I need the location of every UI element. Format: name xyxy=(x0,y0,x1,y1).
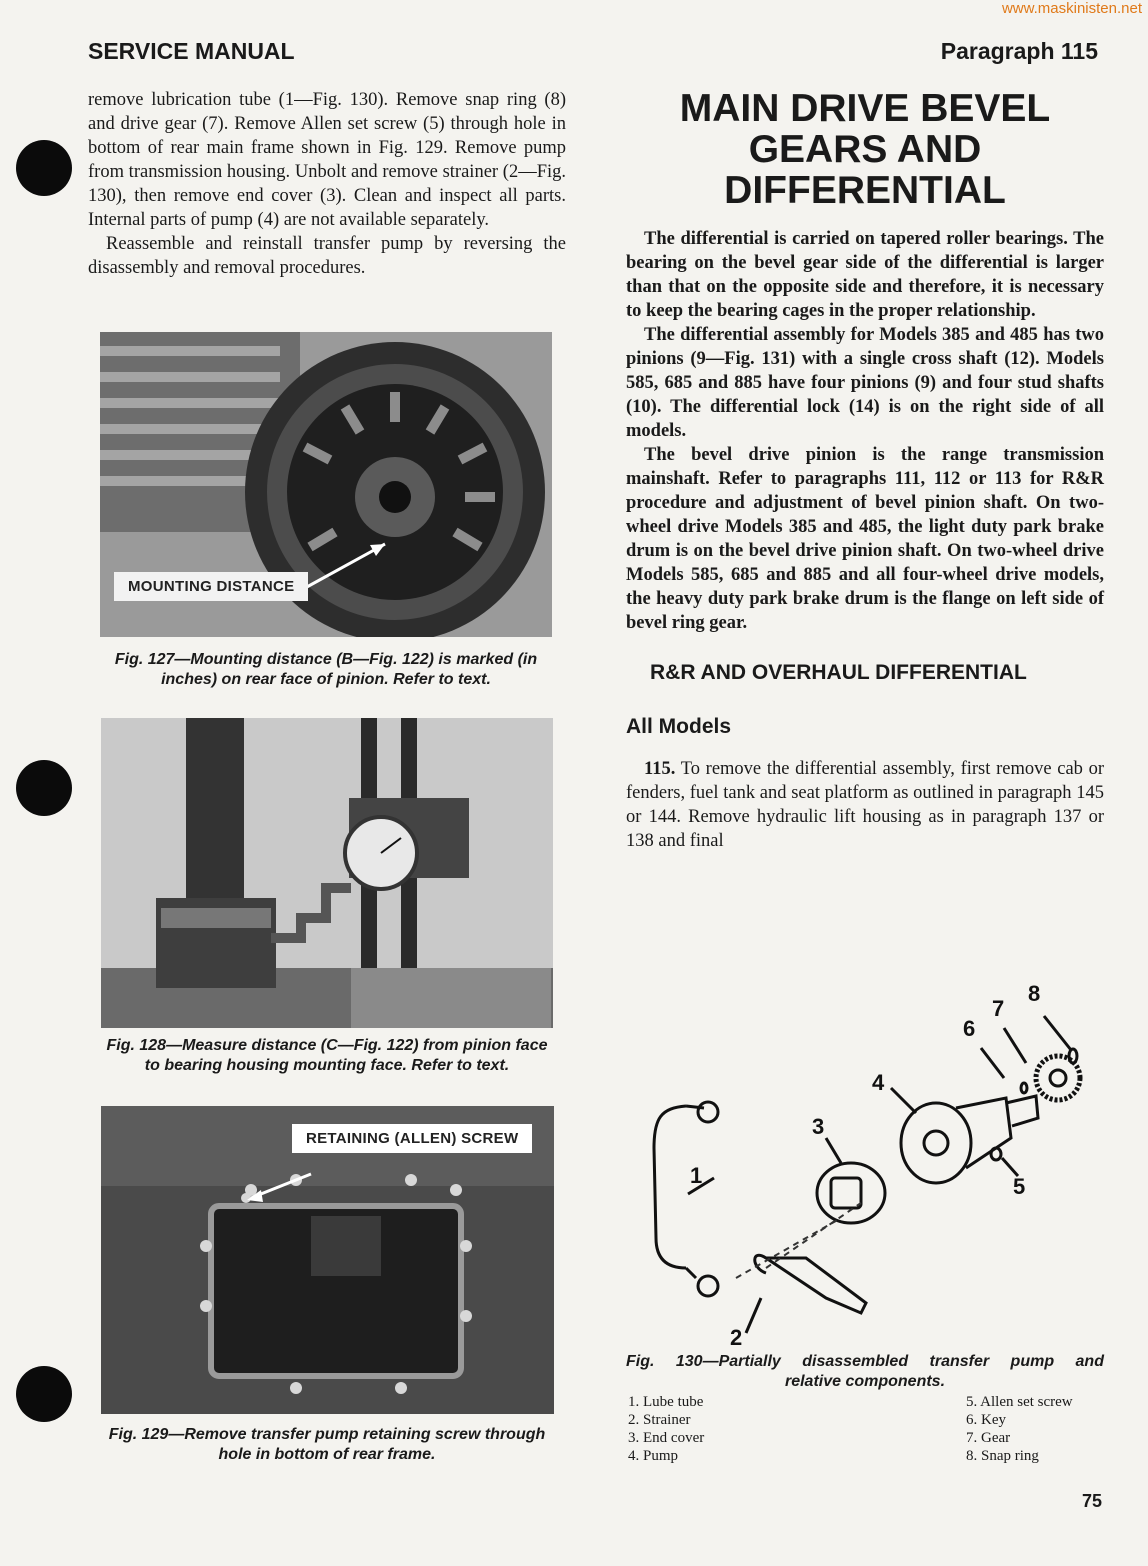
legend-item: 1. Lube tube xyxy=(628,1394,704,1410)
caption-line: Fig. 127—Mounting distance (B—Fig. 122) is marked (in xyxy=(114,651,538,668)
paragraph-text: To remove the differential assembly, first remove cab or fenders, fuel tank and seat platform as outlined in paragraph 145 or 144. Remove hydraulic lift housing as in paragraph 137 or 138 and final xyxy=(626,759,1104,851)
callout-8: 8 xyxy=(1028,981,1041,1006)
punch-hole xyxy=(16,760,72,816)
paragraph: Reassemble and reinstall transfer pump by reversing the disassembly and removal procedures. xyxy=(88,234,566,278)
callout-7: 7 xyxy=(992,996,1005,1021)
section-heading: R&R AND OVERHAUL DIFFERENTIAL xyxy=(650,661,1027,684)
running-header-left: SERVICE MANUAL xyxy=(88,38,295,64)
caption-line: Fig. 128—Measure distance (C—Fig. 122) from pinion face xyxy=(106,1037,548,1054)
callout-5: 5 xyxy=(1013,1174,1026,1199)
caption-line xyxy=(626,1352,1104,1372)
title-line: MAIN DRIVE BEVEL xyxy=(679,87,1051,130)
caption-word: disassembled xyxy=(802,1353,909,1370)
chapter-title xyxy=(626,88,1104,211)
legend-item: 4. Pump xyxy=(628,1448,679,1464)
caption-line: Fig. 129—Remove transfer pump retaining screw through xyxy=(108,1426,546,1443)
paragraph: The differential assembly for Models 385 and 485 has two pinions (9—Fig. 131) with a single cross shaft (12). Models 585, 685 and 885 have four pinions (9) and four stud shafts (10). The differential lock (14) is on the right side of all models. xyxy=(626,325,1104,441)
caption-word: transfer xyxy=(929,1353,990,1370)
caption-word: and xyxy=(1075,1353,1104,1370)
callout-2: 2 xyxy=(730,1325,743,1348)
fig130-diagram xyxy=(626,968,1104,1348)
paragraph: The differential is carried on tapered roller bearings. The bearing on the bevel gear side of the differential is larger than that on the opposite side and therefore, it is necessary to keep the bearing cages in the proper relationship. xyxy=(626,229,1104,321)
caption-line: inches) on rear face of pinion. Refer to text. xyxy=(161,671,491,688)
subsection-heading: All Models xyxy=(626,715,732,738)
legend-item: 8. Snap ring xyxy=(966,1448,1039,1464)
right-column xyxy=(626,88,1104,853)
fig128-caption xyxy=(86,1036,568,1076)
left-column xyxy=(88,88,566,280)
caption-line: to bearing housing mounting face. Refer to text. xyxy=(144,1057,510,1074)
caption-word: 130—Partially xyxy=(675,1353,781,1370)
watermark-url[interactable]: www.maskinisten.net xyxy=(1001,0,1142,17)
legend-item: 7. Gear xyxy=(966,1430,1011,1446)
title-line: DIFFERENTIAL xyxy=(724,169,1006,212)
callout-1: 1 xyxy=(690,1163,703,1188)
fig130-caption xyxy=(626,1352,1104,1392)
caption-word: pump xyxy=(1010,1353,1055,1370)
caption-line: relative components. xyxy=(784,1373,946,1390)
fig128-photo xyxy=(101,718,553,1028)
punch-hole xyxy=(16,140,72,196)
title-line: GEARS AND xyxy=(748,128,982,171)
legend-right xyxy=(966,1393,1073,1465)
paragraph: The bevel drive pinion is the range transmission mainshaft. Refer to paragraphs 111, 112 or 113 for R&R procedure and adjustment of bevel pinion shaft. On two-wheel drive Models 385 and 485, the light duty park brake drum is on the bevel drive pinion shaft. On two-wheel drive Models 585, 685 and 885 and all four-wheel drive models, the heavy duty park brake drum is the flange on left side of bevel ring gear. xyxy=(626,445,1104,633)
callout-3: 3 xyxy=(812,1114,825,1139)
caption-word: Fig. xyxy=(626,1353,655,1370)
lube-tube xyxy=(654,1106,686,1268)
legend-item: 3. End cover xyxy=(628,1430,705,1446)
paragraph: remove lubrication tube (1—Fig. 130). Remove snap ring (8) and drive gear (7). Remove Allen set screw (5) through hole in bottom of rear main frame shown in Fig. 129. Remove pump from transmission housing. Unbolt and remove strainer (2—Fig. 130), then remove end cover (3). Clean and inspect all parts. Internal parts of pump (4) are not available separately. xyxy=(88,90,566,230)
fig129-caption xyxy=(86,1425,568,1465)
legend-item: 6. Key xyxy=(966,1412,1006,1428)
mounting-distance-label: MOUNTING DISTANCE xyxy=(114,572,308,601)
dial-gauge-photo-illustration xyxy=(101,718,553,1028)
page-number: 75 xyxy=(1081,1491,1102,1511)
paragraph-115 xyxy=(626,757,1104,853)
caption-line: hole in bottom of rear frame. xyxy=(218,1446,436,1463)
running-header-right: Paragraph 115 xyxy=(940,38,1098,64)
callout-4: 4 xyxy=(872,1070,885,1095)
punch-hole xyxy=(16,1366,72,1422)
retaining-screw-label: RETAINING (ALLEN) SCREW xyxy=(292,1124,532,1153)
legend-item: 5. Allen set screw xyxy=(966,1394,1073,1410)
legend-item: 2. Strainer xyxy=(628,1412,691,1428)
legend-left xyxy=(628,1393,704,1465)
transfer-pump-exploded-view xyxy=(626,968,1104,1348)
callout-6: 6 xyxy=(963,1016,976,1041)
fig127-caption xyxy=(86,650,566,690)
paragraph-number: 115. xyxy=(644,759,676,779)
